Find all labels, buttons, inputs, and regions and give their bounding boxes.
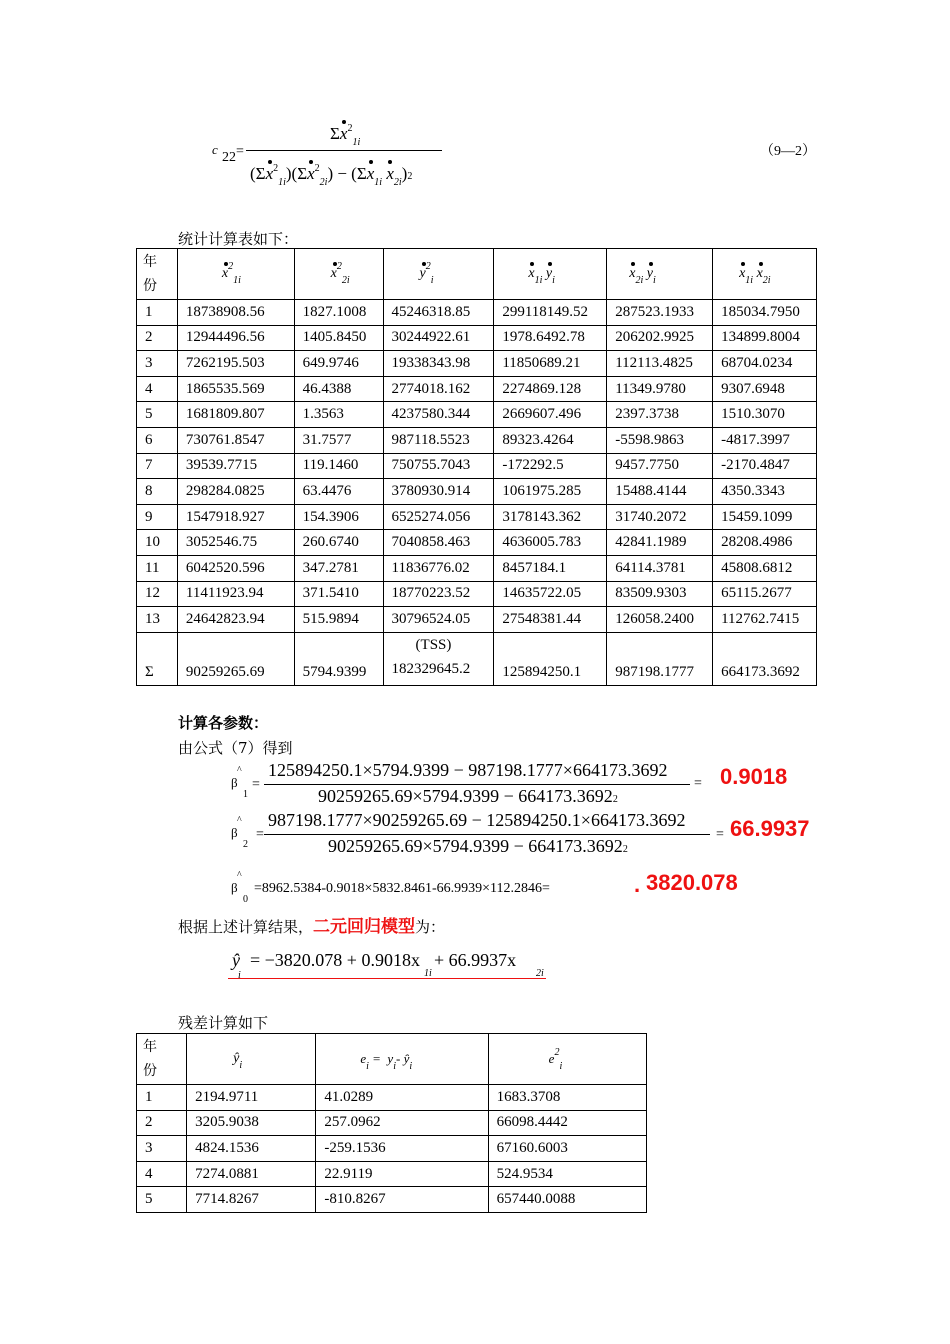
table-row [137,300,817,326]
beta2-numerator: 987198.1777×90259265.69 − 125894250.1×664173.3692 [268,810,686,830]
value-cell: 27548381.44 [494,607,607,633]
table-row [137,376,817,402]
value-cell: 515.9894 [294,607,383,633]
beta1-denominator: 90259265.69×5794.9399 − 664173.36922 [318,786,618,806]
value-cell: 6042520.596 [177,555,294,581]
header-x2-squared: $x^2_{2i}$ [294,249,383,300]
year-cell: 3 [137,1136,187,1162]
table-row [137,479,817,505]
value-cell: 1865535.569 [177,376,294,402]
table1-caption: 统计计算表如下： [178,230,299,248]
beta1-symbol: β ^ 1 [231,765,248,800]
table-row [137,453,817,479]
value-cell: 18738908.56 [177,300,294,326]
value-cell: 30244922.61 [383,325,494,351]
value-cell: 7262195.503 [177,351,294,377]
value-cell: 3780930.914 [383,479,494,505]
value-cell: 11411923.94 [177,581,294,607]
table-row [137,1161,647,1187]
value-cell: 347.2781 [294,555,383,581]
value-cell: 112762.7415 [713,607,817,633]
value-cell: 2274869.128 [494,376,607,402]
value-cell: -2170.4847 [713,453,817,479]
header-residual: $e_i = y_i-$ $ŷ_i$ [316,1034,488,1085]
formula-reference: 由公式（7）得到 [178,739,293,757]
year-cell: 7 [137,453,178,479]
value-cell: 30796524.05 [383,607,494,633]
value-cell: 65115.2677 [713,581,817,607]
sum-cell: 125894250.1 [494,632,607,685]
header-x1x2: $x_{1i}$ $x_{2i}$ [713,249,817,300]
value-cell: 987118.5523 [383,427,494,453]
year-cell: 8 [137,479,178,505]
x2-subscript: 2i [536,968,544,979]
c22-equals: = [236,144,244,159]
conclusion-suffix: 为： [415,918,446,936]
value-cell: 112113.4825 [607,351,713,377]
value-cell: 257.0962 [316,1110,488,1136]
beta2-value: 66.9937 [730,816,810,841]
beta2-denominator: 90259265.69×5794.9399 − 664173.36922 [328,836,628,856]
value-cell: 2774018.162 [383,376,494,402]
table-row [137,325,817,351]
value-cell: 11836776.02 [383,555,494,581]
stats-table [136,248,817,686]
value-cell: 11349.9780 [607,376,713,402]
params-heading: 计算各参数： [178,714,269,732]
value-cell: 4824.1536 [187,1136,316,1162]
value-cell: 1061975.285 [494,479,607,505]
value-cell: 260.6740 [294,530,383,556]
table-row [137,1085,647,1111]
beta2-symbol: β ^ 2 [231,815,248,850]
value-cell: -259.1536 [316,1136,488,1162]
sum-cell: 5794.9399 [294,632,383,685]
sum-cell-tss [383,632,494,685]
value-cell: 298284.0825 [177,479,294,505]
value-cell: 66098.4442 [488,1110,646,1136]
value-cell: 67160.6003 [488,1136,646,1162]
value-cell: 45808.6812 [713,555,817,581]
table-row [137,581,817,607]
header-year: 年 份 [137,249,178,300]
value-cell: 4350.3343 [713,479,817,505]
value-cell: 3052546.75 [177,530,294,556]
value-cell: 1.3563 [294,402,383,428]
value-cell: 64114.3781 [607,555,713,581]
beta0-expression: =8962.5384-0.9018×5832.8461-66.9939×112.2846= [254,881,550,896]
table-row [137,351,817,377]
value-cell: 7274.0881 [187,1161,316,1187]
value-cell: 649.9746 [294,351,383,377]
value-cell: 45246318.85 [383,300,494,326]
value-cell: 4636005.783 [494,530,607,556]
table2-caption: 残差计算如下 [178,1014,269,1032]
formula-c22 [212,112,816,202]
value-cell: 1827.1008 [294,300,383,326]
value-cell: 22.9119 [316,1161,488,1187]
value-cell: 46.4388 [294,376,383,402]
value-cell: 12944496.56 [177,325,294,351]
value-cell: -4817.3997 [713,427,817,453]
sum-cell: 664173.3692 [713,632,817,685]
c22-subscript: 22 [222,150,236,165]
table-row [137,1187,647,1213]
year-cell: 1 [137,1085,187,1111]
value-cell: 31740.2072 [607,504,713,530]
value-cell: 2194.9711 [187,1085,316,1111]
model-part-1: = −3820.078 + 0.9018x [250,950,420,970]
value-cell: 3178143.362 [494,504,607,530]
value-cell: 1681809.807 [177,402,294,428]
beta2-equals-2: = [716,827,724,842]
year-cell: 5 [137,402,178,428]
year-cell: 1 [137,300,178,326]
year-cell: 12 [137,581,178,607]
beta1-numerator: 125894250.1×5794.9399 − 987198.1777×664173.3692 [268,760,668,780]
value-cell: 6525274.056 [383,504,494,530]
model-label-red: 二元回归模型 [313,917,416,937]
sum-label: Σ [137,632,178,685]
value-cell: 18770223.52 [383,581,494,607]
x1-subscript: 1i [424,968,432,979]
value-cell: 8457184.1 [494,555,607,581]
value-cell: 185034.7950 [713,300,817,326]
value-cell: 42841.1989 [607,530,713,556]
header-y-hat: $ŷ_i$ [187,1034,316,1085]
table-row [137,504,817,530]
value-cell: 3205.9038 [187,1110,316,1136]
header-x1y: $x_{1i}$ $y_i$ [494,249,607,300]
sum-cell: 90259265.69 [177,632,294,685]
value-cell: 134899.8004 [713,325,817,351]
value-cell: -5598.9863 [607,427,713,453]
model-part-2: + 66.9937x [434,950,517,970]
year-cell: 10 [137,530,178,556]
value-cell: 730761.8547 [177,427,294,453]
beta1-equation [228,758,808,810]
value-cell: 63.4476 [294,479,383,505]
value-cell: 7040858.463 [383,530,494,556]
table-row [137,1110,647,1136]
value-cell: 9307.6948 [713,376,817,402]
value-cell: 657440.0088 [488,1187,646,1213]
residual-table [136,1033,647,1213]
value-cell: 19338343.98 [383,351,494,377]
beta0-sign: . [634,872,641,897]
value-cell: 11850689.21 [494,351,607,377]
value-cell: 28208.4986 [713,530,817,556]
value-cell: 1547918.927 [177,504,294,530]
equation-tag: （9—2） [760,144,816,159]
value-cell: 1978.6492.78 [494,325,607,351]
value-cell: 524.9534 [488,1161,646,1187]
year-cell: 6 [137,427,178,453]
year-cell: 5 [137,1187,187,1213]
value-cell: 89323.4264 [494,427,607,453]
year-cell: 2 [137,1110,187,1136]
beta0-symbol: β ^ 0 [231,870,248,905]
value-cell: 119.1460 [294,453,383,479]
regression-model [228,946,558,982]
year-cell: 9 [137,504,178,530]
value-cell: 1683.3708 [488,1085,646,1111]
c22-numerator: $\Sigma x^2_{1i}$ [330,123,361,148]
table-row [137,402,817,428]
value-cell: 206202.9925 [607,325,713,351]
value-cell: 750755.7043 [383,453,494,479]
header-x2y: $x_{2i}$ $y_i$ [607,249,713,300]
value-cell: 14635722.05 [494,581,607,607]
value-cell: 7714.8267 [187,1187,316,1213]
table-row [137,427,817,453]
conclusion-line [178,912,445,937]
sum-row [137,632,817,685]
value-cell: 9457.7750 [607,453,713,479]
value-cell: 1405.8450 [294,325,383,351]
c22-denominator: $(\Sigma x^2_{1i})(\Sigma x^2_{2i}) - (\Sigma x_{1i}$ $x_{2i})2$ [250,163,413,188]
conclusion-prefix: 根据上述计算结果， [178,918,314,936]
value-cell: 299118149.52 [494,300,607,326]
y-hat: ŷ i [232,950,241,981]
header-year: 年 份 [137,1034,187,1085]
beta2-equals: = [256,827,264,842]
value-cell: -172292.5 [494,453,607,479]
value-cell: 68704.0234 [713,351,817,377]
sum-cell: 987198.1777 [607,632,713,685]
value-cell: 15488.4144 [607,479,713,505]
value-cell: 31.7577 [294,427,383,453]
table-row [137,530,817,556]
beta1-equals-2: = [694,776,702,791]
year-cell: 2 [137,325,178,351]
beta1-equals: = [252,777,260,792]
year-cell: 4 [137,376,178,402]
beta0-value: 3820.078 [646,870,738,895]
value-cell: 2397.3738 [607,402,713,428]
beta1-value: 0.9018 [720,764,788,789]
table-header-row [137,249,817,300]
beta0-equation [228,868,828,908]
header-residual-squared: $e^2_i$ [488,1034,646,1085]
value-cell: 154.3906 [294,504,383,530]
year-cell: 11 [137,555,178,581]
value-cell: 83509.9303 [607,581,713,607]
year-cell: 3 [137,351,178,377]
year-cell: 13 [137,607,178,633]
value-cell: 371.5410 [294,581,383,607]
model-underline [228,978,546,979]
value-cell: 41.0289 [316,1085,488,1111]
table-row [137,555,817,581]
table-row [137,1136,647,1162]
value-cell: 2669607.496 [494,402,607,428]
table2-header-row [137,1034,647,1085]
beta2-equation [228,808,828,862]
c22-symbol: c [212,142,218,157]
value-cell: 126058.2400 [607,607,713,633]
value-cell: 287523.1933 [607,300,713,326]
tss-label: (TSS) [415,636,452,653]
header-x1-squared: $x^2_{1i}$ [177,249,294,300]
table-row [137,607,817,633]
value-cell: -810.8267 [316,1187,488,1213]
tss-value: 182329645.2 [391,660,471,677]
year-cell: 4 [137,1161,187,1187]
value-cell: 24642823.94 [177,607,294,633]
value-cell: 15459.1099 [713,504,817,530]
value-cell: 1510.3070 [713,402,817,428]
value-cell: 39539.7715 [177,453,294,479]
value-cell: 4237580.344 [383,402,494,428]
header-y-squared: $y^2_i$ [383,249,494,300]
